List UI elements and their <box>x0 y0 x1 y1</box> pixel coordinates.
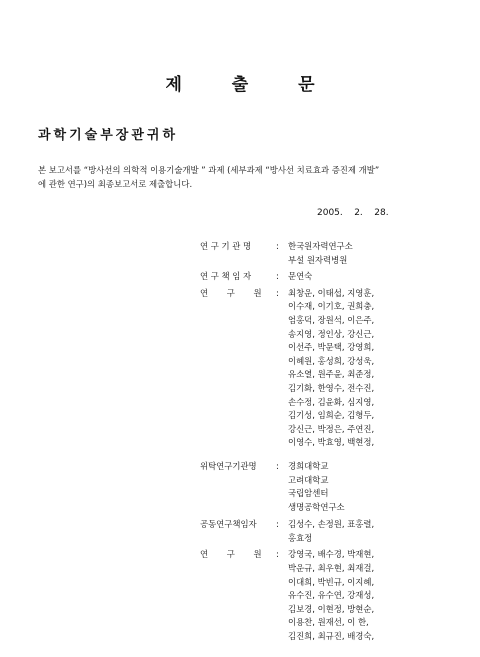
row-value: 한국원자력연구소 <box>288 241 353 251</box>
row-value: 박운규, 최우현, 최재걸, <box>288 563 375 574</box>
row-value: 경희대학교 <box>288 460 329 471</box>
row-value: 이대희, 박빈규, 이지혜, <box>288 576 375 587</box>
personnel-row <box>200 240 470 267</box>
row-values <box>288 287 470 450</box>
row-label: 연 구 기 관 명 <box>200 241 252 251</box>
row-values <box>288 240 470 267</box>
row-value: 엄홍덕, 장원석, 이은주, <box>288 314 375 325</box>
personnel-list <box>200 240 470 647</box>
row-values <box>288 518 470 545</box>
personnel-row <box>200 460 470 514</box>
personnel-row <box>200 287 470 450</box>
row-value: 이선주, 박문택, 강영희, <box>288 342 375 353</box>
row-value: 이수재, 이기호, 권희충, <box>288 301 375 312</box>
row-value: 유수진, 유수연, 강재성, <box>288 590 375 601</box>
row-value: 최창운, 이태섭, 지영훈, <box>288 287 375 298</box>
row-value: 홍효정 <box>288 532 313 543</box>
row-value: 강신근, 박정은, 주연진, <box>288 423 375 434</box>
row-colon: : <box>276 271 279 282</box>
statement-line-1: 본 보고서를 “방사선의 의학적 이용기술개발 ” 과제 (세부과제 “방사선 치료효과 증진제 개발” <box>38 165 380 175</box>
row-colon: : <box>276 460 279 471</box>
row-value: 문연숙 <box>288 271 313 282</box>
row-value: 고려대학교 <box>288 474 329 485</box>
row-value: 이혜원, 홍성희, 강성욱, <box>288 355 375 366</box>
row-value: 송지영, 정인상, 강신근, <box>288 328 375 339</box>
row-value: 김기성, 임희순, 김형두, <box>288 410 375 421</box>
personnel-row <box>200 270 470 284</box>
row-value: 생명공학연구소 <box>288 501 345 512</box>
row-value: 김성수, 손정원, 표홍렬, <box>288 519 375 530</box>
row-value: 강영국, 배수경, 박재현, <box>288 549 375 560</box>
row-value: 유소열, 원주윤, 최준정, <box>288 369 375 380</box>
statement-line-2: 에 관한 연구)의 최종보고서로 제출합니다. <box>38 179 193 189</box>
personnel-row <box>200 548 470 643</box>
recipient-heading: 과학기술부장관귀하 <box>38 128 179 143</box>
personnel-row <box>200 518 470 545</box>
row-value: 김기화, 한영수, 전수진, <box>288 382 375 393</box>
row-values <box>288 460 470 514</box>
row-colon: : <box>276 549 279 560</box>
row-label: 연 구 원 <box>200 549 262 560</box>
page-title: 제 출 문 <box>165 75 337 95</box>
row-colon: : <box>276 287 279 298</box>
row-value: 김진희, 최규진, 배경숙, <box>288 631 375 642</box>
row-label: 위탁연구기관명 <box>200 460 257 471</box>
row-value: 김보경, 이현정, 방현순, <box>288 603 375 614</box>
row-value: 이용찬, 원재선, 이 한, <box>288 617 369 628</box>
row-label: 연 구 책 임 자 <box>200 271 252 282</box>
row-values <box>288 548 470 643</box>
submission-statement <box>38 163 458 191</box>
row-colon: : <box>276 241 279 251</box>
row-value: 국립암센터 <box>288 488 329 499</box>
row-colon: : <box>276 519 279 530</box>
row-label: 공동연구책임자 <box>200 519 257 530</box>
row-value: 이영수, 박효영, 백현정, <box>288 437 375 448</box>
submission-date: 2005. 2. 28. <box>317 208 389 218</box>
row-value: 손수정, 김윤화, 심지영, <box>288 396 375 407</box>
row-value: 부설 원자력병원 <box>288 254 348 265</box>
row-values <box>288 270 470 284</box>
row-label: 연 구 원 <box>200 287 262 298</box>
